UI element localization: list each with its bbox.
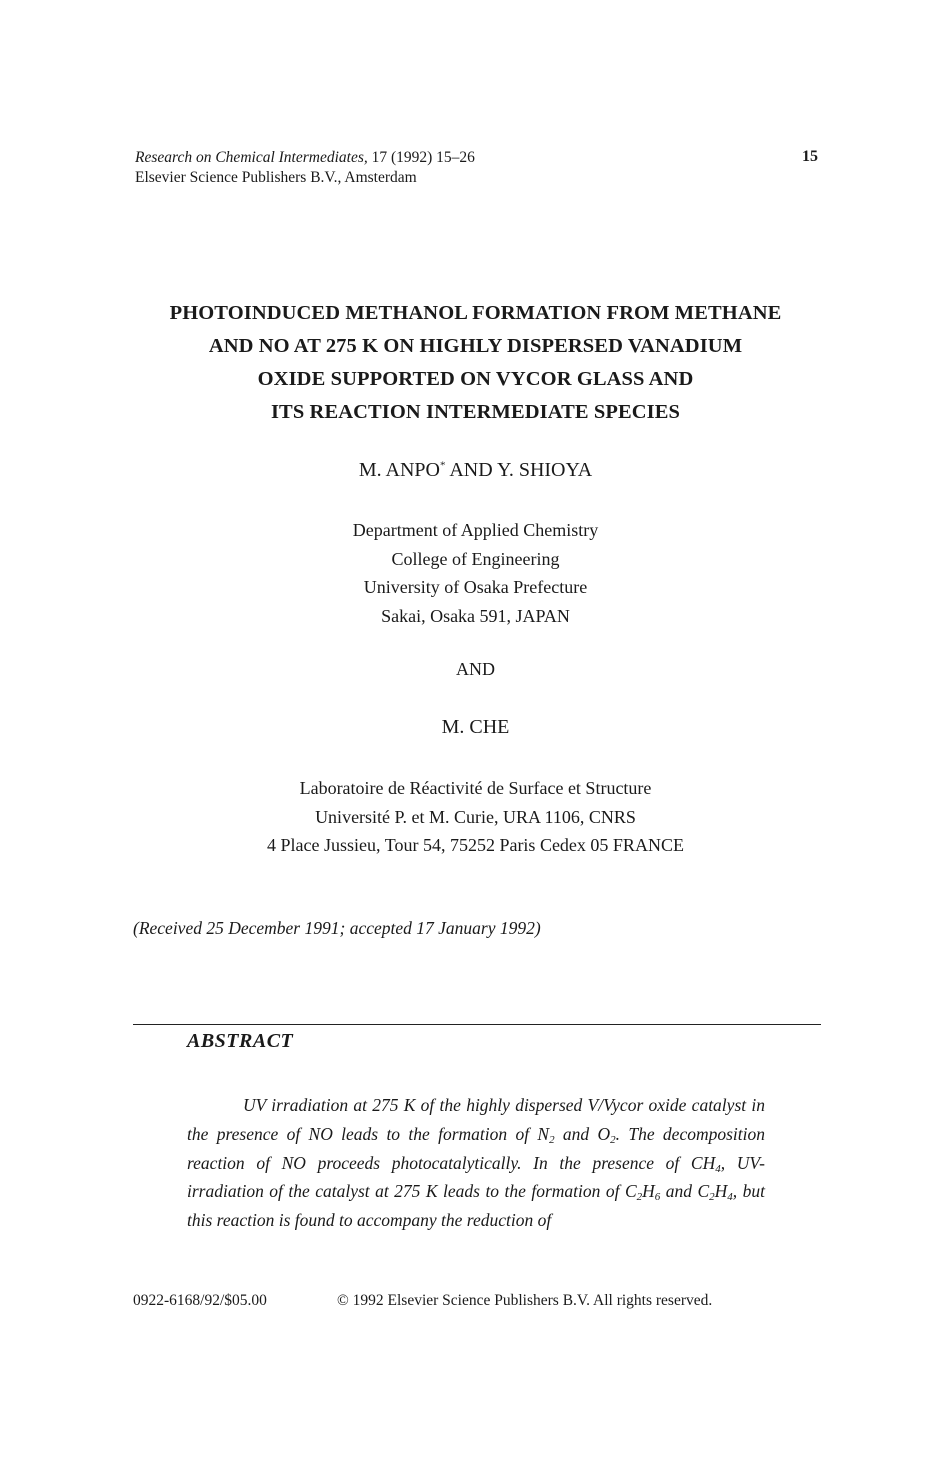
title-line: AND NO AT 275 K ON HIGHLY DISPERSED VANADIUM [208,335,743,357]
page-number: 15 [802,148,818,165]
affiliation-line: Université P. et M. Curie, URA 1106, CNRS [315,806,636,827]
section-divider [133,1024,821,1025]
issn-price: 0922-6168/92/$05.00 [133,1292,267,1309]
affiliation-line: 4 Place Jussieu, Tour 54, 75252 Paris Cedex 05 FRANCE [267,835,684,855]
title-line: ITS REACTION INTERMEDIATE SPECIES [270,401,681,423]
received-dates: (Received 25 December 1991; accepted 17 January 1992) [133,918,541,938]
abstract-heading: ABSTRACT [187,1030,294,1052]
title-line: OXIDE SUPPORTED ON VYCOR GLASS AND [257,368,694,390]
journal-header [135,148,475,188]
and-separator: AND [456,659,495,679]
affiliation-line: Laboratoire de Réactivité de Surface et Structure [299,778,652,798]
affiliation-block [0,516,951,630]
affiliation-line: Sakai, Osaka 591, JAPAN [381,605,570,626]
author-name: M. ANPO [358,459,440,481]
affiliation-line: College of Engineering [391,548,560,569]
paper-title [0,297,951,429]
copyright-notice: © 1992 Elsevier Science Publishers B.V. All rights reserved. [337,1292,713,1309]
affiliation-block [0,774,951,860]
affiliation-line: University of Osaka Prefecture [363,577,588,597]
abstract-body: UV irradiation at 275 K of the highly dispersed V/Vycor oxide catalyst in the presence of NO leads to the formation of $N_2$ and $O_2$. The decomposition reaction of NO proceeds photocatalytically. In the presence of $CH_4$, UV-irradiation of the catalyst at 275 K leads to the formation of $C_2H_6$ and $C_2H_4$, but this reaction is found to accompany the reduction of [187,1095,765,1231]
author-name: M. CHE [441,716,510,738]
author-name: AND Y. SHIOYA [445,459,593,481]
author-list [0,459,951,482]
title-line: PHOTOINDUCED METHANOL FORMATION FROM METHANE [169,302,782,324]
publisher-line: Elsevier Science Publishers B.V., Amsterdam [135,169,417,186]
corresponding-mark: * [439,459,446,472]
affiliation-line: Department of Applied Chemistry [352,520,599,540]
journal-name: Research on Chemical Intermediates, [135,149,368,166]
volume-info: 17 (1992) 15–26 [367,149,475,166]
